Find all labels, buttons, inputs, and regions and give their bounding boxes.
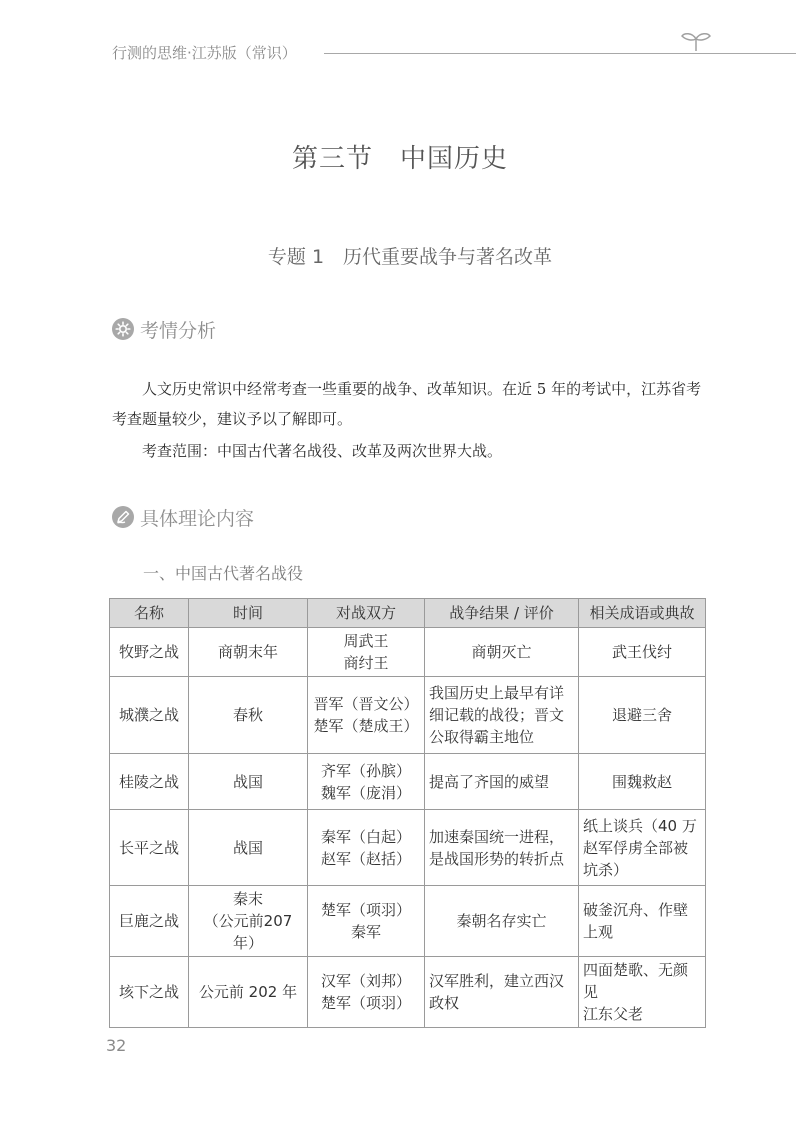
section-title: 第三节 中国历史 [291, 144, 508, 174]
battle-idiom: 退避三舍 [579, 677, 706, 754]
analysis-paragraph-1: 人文历史常识中经常考查一些重要的战争、改革知识。在近 5 年的考试中，江苏省考考查题量较少，建议予以了解即可。 [112, 380, 702, 428]
battle-time: 秦末 （公元前207年） [189, 886, 308, 957]
analysis-paragraph-2: 考查范围：中国古代著名战役、改革及两次世界大战。 [142, 442, 503, 460]
column-header: 对战双方 [308, 599, 425, 628]
battle-sides: 秦军（白起） 赵军（赵括） [308, 810, 425, 886]
battle-name: 巨鹿之战 [110, 886, 189, 957]
battle-result: 我国历史上最早有详 细记载的战役；晋文 公取得霸主地位 [425, 677, 579, 754]
theory-heading [112, 504, 254, 530]
battle-name: 桂陵之战 [110, 754, 189, 810]
subsection-title: 一、中国古代著名战役 [143, 564, 304, 583]
analysis-heading-label: 考情分析 [140, 319, 217, 342]
battle-name: 垓下之战 [110, 957, 189, 1028]
table-row [110, 810, 706, 886]
battle-result: 汉军胜利，建立西汉 政权 [425, 957, 579, 1028]
column-header: 战争结果 / 评价 [425, 599, 579, 628]
battle-idiom: 纸上谈兵（40 万 赵军俘虏全部被 坑杀） [579, 810, 706, 886]
battle-result: 秦朝名存实亡 [425, 886, 579, 957]
battle-sides: 齐军（孙膑） 魏军（庞涓） [308, 754, 425, 810]
battle-sides: 汉军（刘邦） 楚军（项羽） [308, 957, 425, 1028]
battle-result: 商朝灭亡 [425, 628, 579, 677]
table-header-row [110, 599, 706, 628]
battle-idiom: 四面楚歌、无颜见 江东父老 [579, 957, 706, 1028]
table-row [110, 754, 706, 810]
battle-idiom: 武王伐纣 [579, 628, 706, 677]
table-row [110, 886, 706, 957]
table-row [110, 628, 706, 677]
pen-icon [112, 506, 134, 528]
gear-icon [112, 318, 134, 340]
table-row [110, 957, 706, 1028]
table-row [110, 677, 706, 754]
sprout-icon [678, 30, 714, 52]
battle-sides: 周武王 商纣王 [308, 628, 425, 677]
battle-name: 长平之战 [110, 810, 189, 886]
battles-table [109, 598, 706, 1028]
page-header [112, 40, 722, 66]
theory-heading-label: 具体理论内容 [140, 507, 255, 530]
battle-time: 战国 [189, 810, 308, 886]
column-header: 时间 [189, 599, 308, 628]
book-title: 行测的思维·江苏版（常识） [112, 44, 297, 62]
battle-name: 城濮之战 [110, 677, 189, 754]
battle-time: 春秋 [189, 677, 308, 754]
battle-idiom: 破釜沉舟、作壁 上观 [579, 886, 706, 957]
battle-sides: 晋军（晋文公） 楚军（楚成王） [308, 677, 425, 754]
battle-idiom: 围魏救赵 [579, 754, 706, 810]
topic-title: 专题 1 历代重要战争与著名改革 [267, 246, 553, 268]
column-header: 名称 [110, 599, 189, 628]
battle-time: 战国 [189, 754, 308, 810]
battle-time: 商朝末年 [189, 628, 308, 677]
header-rule [324, 53, 796, 54]
analysis-heading [112, 316, 216, 342]
battle-result: 提高了齐国的威望 [425, 754, 579, 810]
battle-time: 公元前 202 年 [189, 957, 308, 1028]
battle-name: 牧野之战 [110, 628, 189, 677]
page-number: 32 [106, 1036, 127, 1055]
battle-result: 加速秦国统一进程， 是战国形势的转折点 [425, 810, 579, 886]
column-header: 相关成语或典故 [579, 599, 706, 628]
battle-sides: 楚军（项羽） 秦军 [308, 886, 425, 957]
